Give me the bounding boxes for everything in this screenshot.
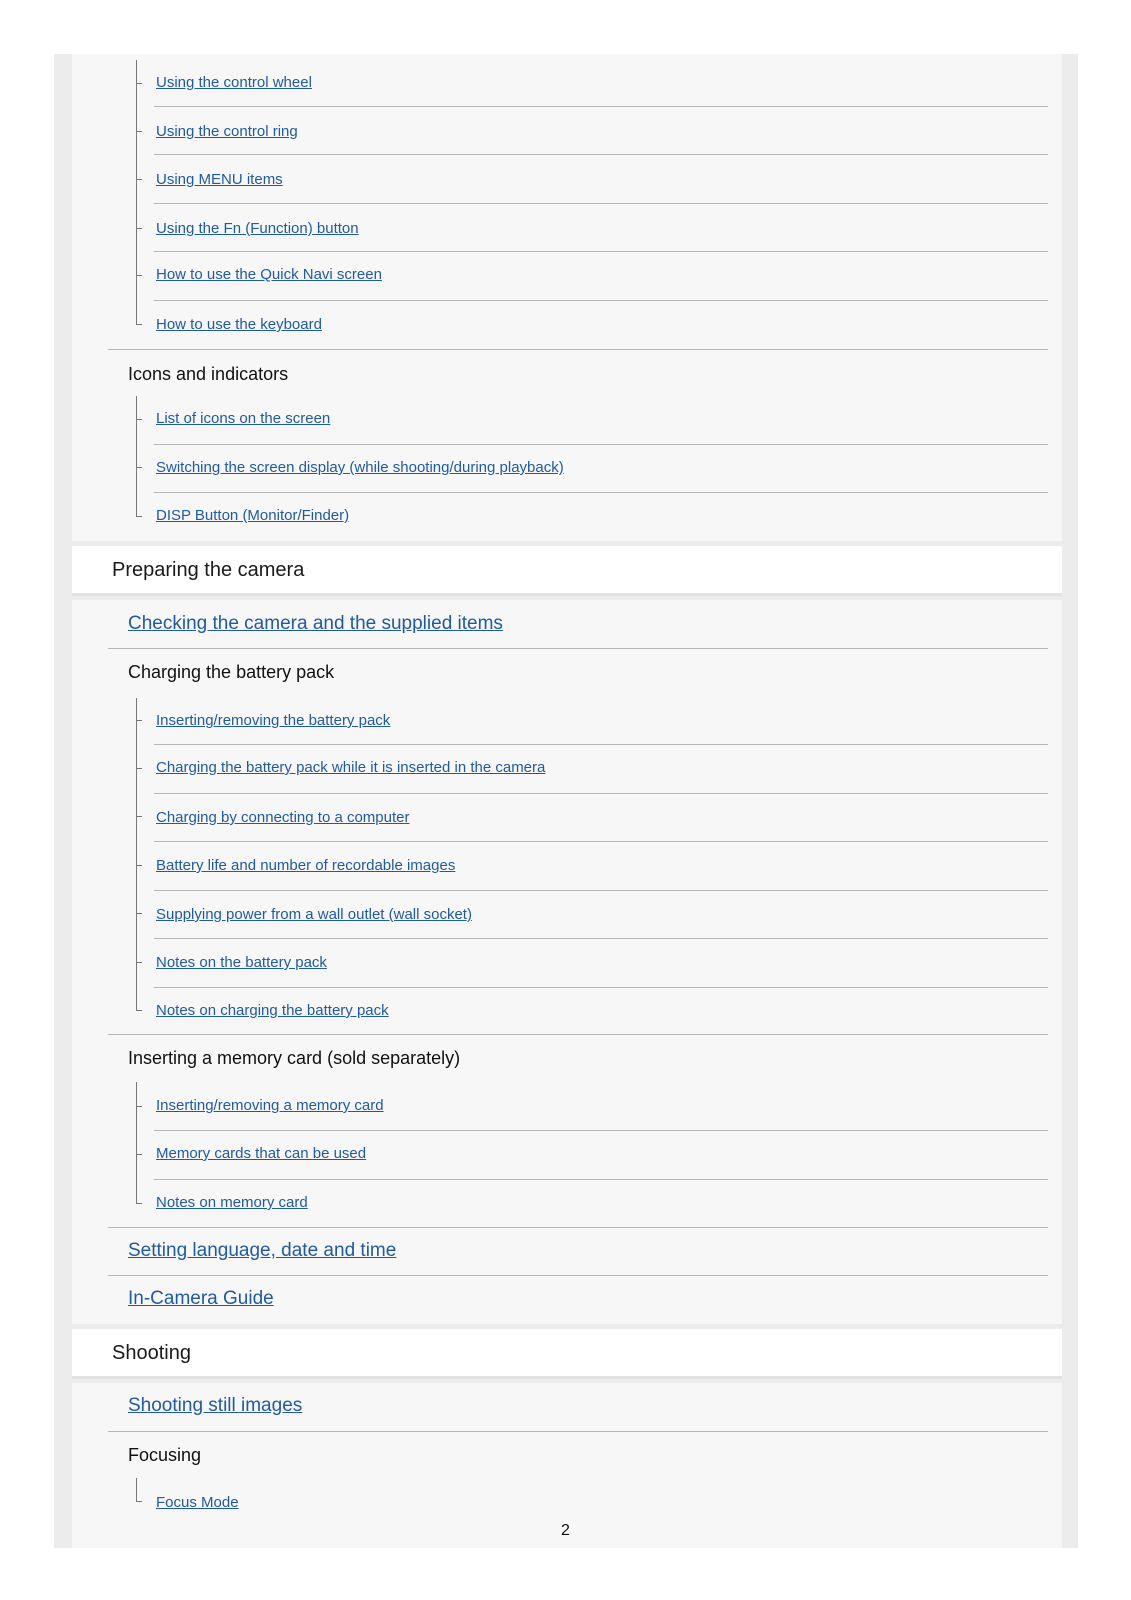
link-charging-computer[interactable]: Charging by connecting to a computer [156, 809, 410, 826]
section-band-shooting [72, 1329, 1062, 1379]
link-control-wheel[interactable]: Using the control wheel [156, 74, 312, 91]
toc-link-row[interactable] [108, 1383, 1048, 1432]
subheading-row [108, 1432, 1048, 1480]
toc-item-link[interactable] [154, 493, 1048, 541]
row-divider [108, 54, 1048, 350]
section-band-preparing [72, 546, 1062, 596]
link-notes-charging[interactable]: Notes on charging the battery pack [156, 1002, 389, 1019]
link-quick-navi[interactable]: How to use the Quick Navi screen [156, 266, 382, 283]
link-shooting-still[interactable]: Shooting still images [128, 1395, 303, 1416]
tree-branch [136, 467, 142, 468]
tree-line [136, 396, 137, 516]
toc-block-preparing [72, 600, 1062, 1324]
subheading-icons-indicators: Icons and indicators [128, 364, 289, 384]
tree-line [136, 1478, 137, 1501]
toc-item-link[interactable] [154, 445, 1048, 493]
subheading-focusing: Focusing [128, 1445, 202, 1465]
toc-block-basic-operations [72, 54, 1062, 541]
link-keyboard[interactable]: How to use the keyboard [156, 316, 322, 333]
link-wall-outlet[interactable]: Supplying power from a wall outlet (wall socket) [156, 906, 472, 923]
toc-item-link[interactable] [154, 1480, 1048, 1528]
tree-branch [136, 419, 142, 420]
section-title-preparing: Preparing the camera [112, 559, 305, 581]
toc-frame [54, 54, 1078, 1548]
toc-link-row[interactable] [108, 1276, 1048, 1324]
section-title-shooting: Shooting [112, 1342, 191, 1364]
toc-link-row[interactable] [108, 1228, 1048, 1276]
link-notes-memory-card[interactable]: Notes on memory card [156, 1194, 308, 1211]
subheading-charging: Charging the battery pack [128, 662, 335, 682]
tree-branch [136, 1501, 142, 1502]
link-charging-in-camera[interactable]: Charging the battery pack while it is inserted in the camera [156, 759, 546, 776]
subheading-row [108, 350, 1048, 398]
link-disp-button[interactable]: DISP Button (Monitor/Finder) [156, 507, 350, 524]
tree-branch [136, 516, 142, 517]
page-number: 2 [561, 1522, 570, 1539]
link-menu-items[interactable]: Using MENU items [156, 171, 283, 188]
subheading-memory-card: Inserting a memory card (sold separately) [128, 1048, 461, 1068]
link-insert-battery[interactable]: Inserting/removing the battery pack [156, 712, 391, 729]
link-language-date-time[interactable]: Setting language, date and time [128, 1240, 397, 1261]
row-divider [108, 600, 1048, 1228]
link-in-camera-guide[interactable]: In-Camera Guide [128, 1288, 274, 1309]
link-focus-mode[interactable]: Focus Mode [156, 1494, 239, 1511]
link-battery-life[interactable]: Battery life and number of recordable images [156, 857, 456, 874]
link-control-ring[interactable]: Using the control ring [156, 123, 298, 140]
link-fn-button[interactable]: Using the Fn (Function) button [156, 220, 359, 237]
link-checking-camera[interactable]: Checking the camera and the supplied items [128, 613, 503, 634]
link-insert-memory-card[interactable]: Inserting/removing a memory card [156, 1097, 384, 1114]
link-memory-cards-used[interactable]: Memory cards that can be used [156, 1145, 367, 1162]
link-notes-battery[interactable]: Notes on the battery pack [156, 954, 327, 971]
toc-item-link[interactable] [154, 396, 1048, 445]
link-icons-on-screen[interactable]: List of icons on the screen [156, 410, 331, 427]
link-switching-display[interactable]: Switching the screen display (while shooting/during playback) [156, 459, 564, 476]
